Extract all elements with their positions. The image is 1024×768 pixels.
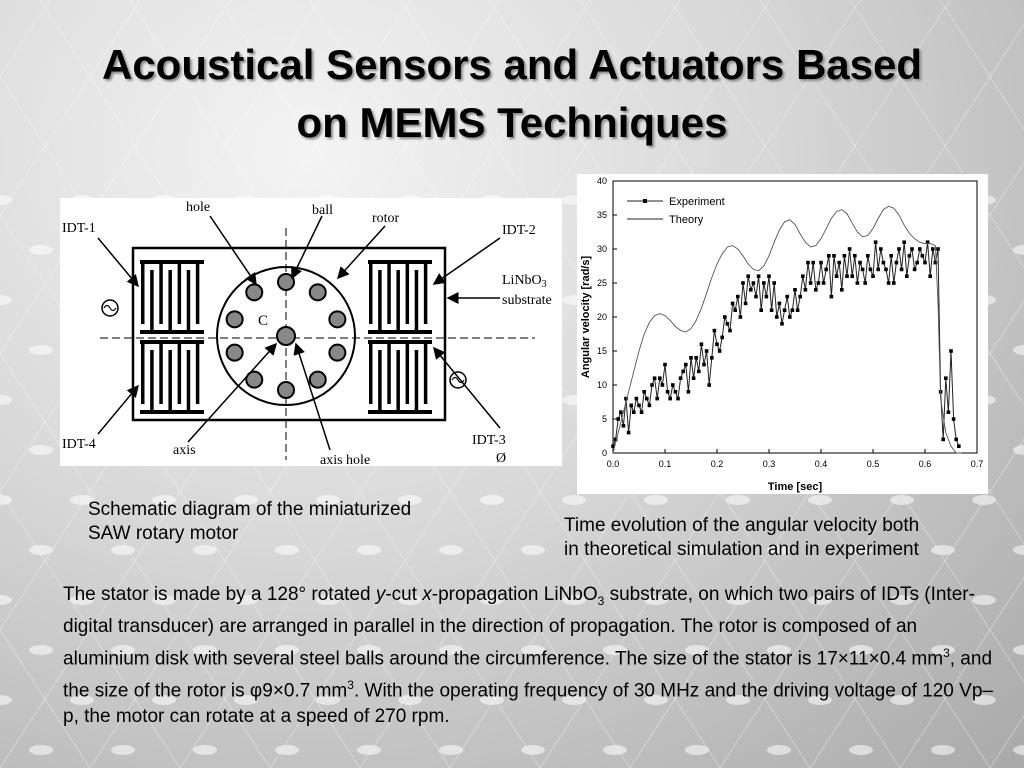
experiment-point	[791, 308, 795, 312]
experiment-point	[705, 349, 709, 353]
experiment-point	[744, 302, 748, 306]
slide-title-line1: Acoustical Sensors and Actuators Based	[101, 41, 923, 88]
experiment-point	[871, 274, 875, 278]
experiment-point	[619, 410, 623, 414]
experiment-point	[689, 356, 693, 360]
experiment-point	[850, 274, 854, 278]
experiment-point	[822, 281, 826, 285]
experiment-point	[840, 288, 844, 292]
experiment-point	[679, 376, 683, 380]
y-tick-label: 40	[596, 176, 607, 186]
series-line-theory	[613, 206, 961, 453]
experiment-point	[687, 390, 691, 394]
experiment-point	[856, 281, 860, 285]
experiment-point	[733, 308, 737, 312]
experiment-point	[671, 383, 675, 387]
axis-hole	[277, 327, 295, 345]
experiment-point	[728, 329, 732, 333]
label-axis-hole: axis hole	[320, 453, 371, 466]
y-tick-label: 30	[596, 244, 607, 254]
experiment-point	[866, 254, 870, 258]
experiment-point	[637, 404, 641, 408]
experiment-point	[853, 254, 857, 258]
label-ball: ball	[312, 203, 333, 218]
experiment-point	[731, 302, 735, 306]
experiment-point	[715, 342, 719, 346]
label-idt3: IDT-3	[472, 433, 506, 448]
experiment-point	[884, 268, 888, 272]
steel-ball	[329, 345, 345, 361]
experiment-point	[806, 261, 810, 265]
y-tick-label: 35	[596, 210, 607, 220]
experiment-point	[928, 274, 932, 278]
experiment-point	[746, 274, 750, 278]
experiment-point	[694, 356, 698, 360]
ac-source-left-icon	[102, 300, 118, 316]
x-tick-label: 0.1	[658, 459, 672, 469]
slide-title-line2: on MEMS Techniques	[296, 99, 728, 146]
experiment-point	[931, 247, 935, 251]
label-substrate-material: LiNbO$_3$	[502, 273, 547, 290]
experiment-point	[895, 261, 899, 265]
experiment-point	[741, 281, 745, 285]
y-tick-label: 5	[601, 414, 607, 424]
label-hole: hole	[186, 200, 211, 215]
x-axis-label: Time [sec]	[767, 481, 823, 493]
experiment-point	[830, 295, 834, 299]
experiment-point	[661, 383, 665, 387]
experiment-point	[635, 397, 639, 401]
y-tick-label: 10	[596, 380, 607, 390]
experiment-point	[897, 247, 901, 251]
chart-caption	[564, 514, 1004, 562]
y-tick-label: 15	[596, 346, 607, 356]
experiment-point	[918, 247, 922, 251]
experiment-point	[798, 295, 802, 299]
experiment-point	[710, 356, 714, 360]
experiment-point	[869, 268, 873, 272]
experiment-point	[882, 261, 886, 265]
experiment-point	[832, 254, 836, 258]
x-tick-label: 0.4	[814, 459, 828, 469]
experiment-point	[697, 370, 701, 374]
experiment-point	[804, 288, 808, 292]
experiment-point	[718, 349, 722, 353]
experiment-point	[801, 274, 805, 278]
experiment-point	[681, 370, 685, 374]
chart-caption-line1: Time evolution of the angular velocity both	[564, 515, 920, 536]
experiment-point	[627, 431, 631, 435]
experiment-point	[674, 390, 678, 394]
experiment-point	[676, 397, 680, 401]
steel-ball	[246, 284, 262, 300]
ac-source-right-icon	[450, 372, 466, 388]
experiment-point	[811, 261, 815, 265]
label-center: C	[258, 313, 269, 329]
y-tick-label: 0	[601, 448, 607, 458]
y-tick-label: 20	[596, 312, 607, 322]
experiment-point	[910, 247, 914, 251]
experiment-point	[762, 281, 766, 285]
label-idt4: IDT-4	[62, 437, 96, 452]
experiment-point	[788, 315, 792, 319]
experiment-point	[858, 261, 862, 265]
idt-left-electrodes	[140, 260, 204, 414]
experiment-point	[723, 315, 727, 319]
chart-svg	[577, 174, 988, 494]
chart-caption-line2: in theoretical simulation and in experiment	[564, 539, 919, 560]
experiment-point	[702, 363, 706, 367]
experiment-point	[765, 295, 769, 299]
experiment-point	[814, 288, 818, 292]
x-tick-label: 0.3	[762, 459, 776, 469]
experiment-point	[752, 281, 756, 285]
experiment-point	[629, 404, 633, 408]
plot-area	[613, 181, 977, 453]
experiment-point	[843, 254, 847, 258]
experiment-point	[887, 281, 891, 285]
series-line-experiment	[613, 242, 959, 446]
experiment-point	[809, 281, 813, 285]
experiment-point	[947, 410, 951, 414]
experiment-point	[684, 363, 688, 367]
experiment-point	[616, 417, 620, 421]
experiment-point	[726, 322, 730, 326]
experiment-point	[655, 397, 659, 401]
schematic-drawing	[60, 198, 562, 466]
experiment-point	[668, 397, 672, 401]
label-substrate: substrate	[502, 293, 552, 308]
description-paragraph: The stator is made by a 128° rotated y-cut x-propagation LiNbO$_3$ substrate, on which two pairs of IDTs (Inter-digital transducer) are arranged in parallel in the direction of propagation. The rotor is composed of an aluminium disk with several steel balls around the circumference. The size of the stator is 17×11×0.4 $mm^3$, and the size of the rotor is φ9×0.7 $mm^3$. With the operating frequency of 30 MHz and the driving voltage of 120 Vp–p, the motor can rotate at a speed of 270 rpm.	[63, 584, 993, 728]
experiment-point	[837, 261, 841, 265]
experiment-point	[957, 444, 961, 448]
x-tick-label: 0.2	[710, 459, 724, 469]
experiment-point	[622, 424, 626, 428]
experiment-point	[908, 254, 912, 258]
steel-ball	[310, 284, 326, 300]
experiment-point	[944, 376, 948, 380]
label-phi: Ø	[496, 451, 507, 466]
experiment-point	[720, 336, 724, 340]
experiment-point	[707, 383, 711, 387]
experiment-point	[663, 363, 667, 367]
experiment-point	[759, 308, 763, 312]
steel-ball	[310, 372, 326, 388]
experiment-point	[845, 274, 849, 278]
experiment-point	[902, 240, 906, 244]
experiment-point	[889, 254, 893, 258]
experiment-point	[780, 322, 784, 326]
experiment-point	[954, 438, 958, 442]
experiment-point	[835, 274, 839, 278]
steel-ball	[227, 345, 243, 361]
experiment-point	[775, 315, 779, 319]
legend-label: Experiment	[669, 196, 725, 208]
experiment-point	[785, 295, 789, 299]
experiment-point	[819, 261, 823, 265]
experiment-point	[648, 404, 652, 408]
experiment-point	[736, 295, 740, 299]
experiment-point	[757, 274, 761, 278]
experiment-point	[778, 302, 782, 306]
steel-ball	[329, 311, 345, 327]
experiment-point	[640, 410, 644, 414]
experiment-point	[817, 281, 821, 285]
idt-right-electrodes	[368, 260, 432, 414]
legend-label: Theory	[669, 214, 704, 226]
experiment-point	[713, 329, 717, 333]
experiment-point	[879, 247, 883, 251]
chart-legend	[627, 196, 725, 226]
steel-ball	[278, 382, 294, 398]
experiment-point	[876, 268, 880, 272]
angular-velocity-chart	[577, 174, 988, 494]
experiment-point	[863, 281, 867, 285]
y-axis-label: Angular velocity [rad/s]	[580, 255, 592, 379]
experiment-point	[861, 268, 865, 272]
steel-ball	[227, 311, 243, 327]
label-rotor: rotor	[372, 211, 400, 226]
label-idt1: IDT-1	[62, 221, 96, 236]
x-tick-label: 0.5	[866, 459, 880, 469]
experiment-point	[645, 397, 649, 401]
experiment-point	[772, 281, 776, 285]
experiment-point	[666, 390, 670, 394]
y-tick-label: 25	[596, 278, 607, 288]
steel-ball	[278, 274, 294, 290]
experiment-point	[824, 268, 828, 272]
experiment-point	[915, 261, 919, 265]
experiment-point	[905, 274, 909, 278]
experiment-point	[793, 288, 797, 292]
experiment-point	[952, 417, 956, 421]
experiment-point	[923, 261, 927, 265]
experiment-point	[767, 274, 771, 278]
experiment-point	[900, 268, 904, 272]
experiment-point	[653, 376, 657, 380]
experiment-point	[874, 240, 878, 244]
experiment-point	[650, 383, 654, 387]
experiment-point	[783, 308, 787, 312]
experiment-point	[642, 390, 646, 394]
experiment-point	[827, 254, 831, 258]
experiment-point	[749, 288, 753, 292]
schematic-caption-line1: Schematic diagram of the miniaturized	[88, 499, 412, 520]
experiment-point	[913, 268, 917, 272]
experiment-point	[632, 410, 636, 414]
experiment-point	[848, 247, 852, 251]
experiment-point	[892, 281, 896, 285]
slide-title	[40, 36, 984, 152]
x-tick-label: 0.7	[970, 459, 984, 469]
experiment-point	[921, 254, 925, 258]
experiment-point	[658, 376, 662, 380]
schematic-caption-line2: SAW rotary motor	[88, 523, 239, 544]
x-tick-label: 0.0	[606, 459, 620, 469]
experiment-point	[770, 308, 774, 312]
experiment-point	[796, 308, 800, 312]
label-axis: axis	[173, 443, 196, 458]
saw-motor-schematic	[60, 198, 562, 466]
experiment-point	[700, 342, 704, 346]
experiment-point	[936, 247, 940, 251]
experiment-point	[692, 376, 696, 380]
experiment-point	[754, 295, 758, 299]
label-idt2: IDT-2	[502, 223, 536, 238]
experiment-point	[941, 438, 945, 442]
experiment-point	[739, 315, 743, 319]
experiment-point	[949, 349, 953, 353]
schematic-caption	[88, 498, 508, 546]
x-tick-label: 0.6	[918, 459, 932, 469]
